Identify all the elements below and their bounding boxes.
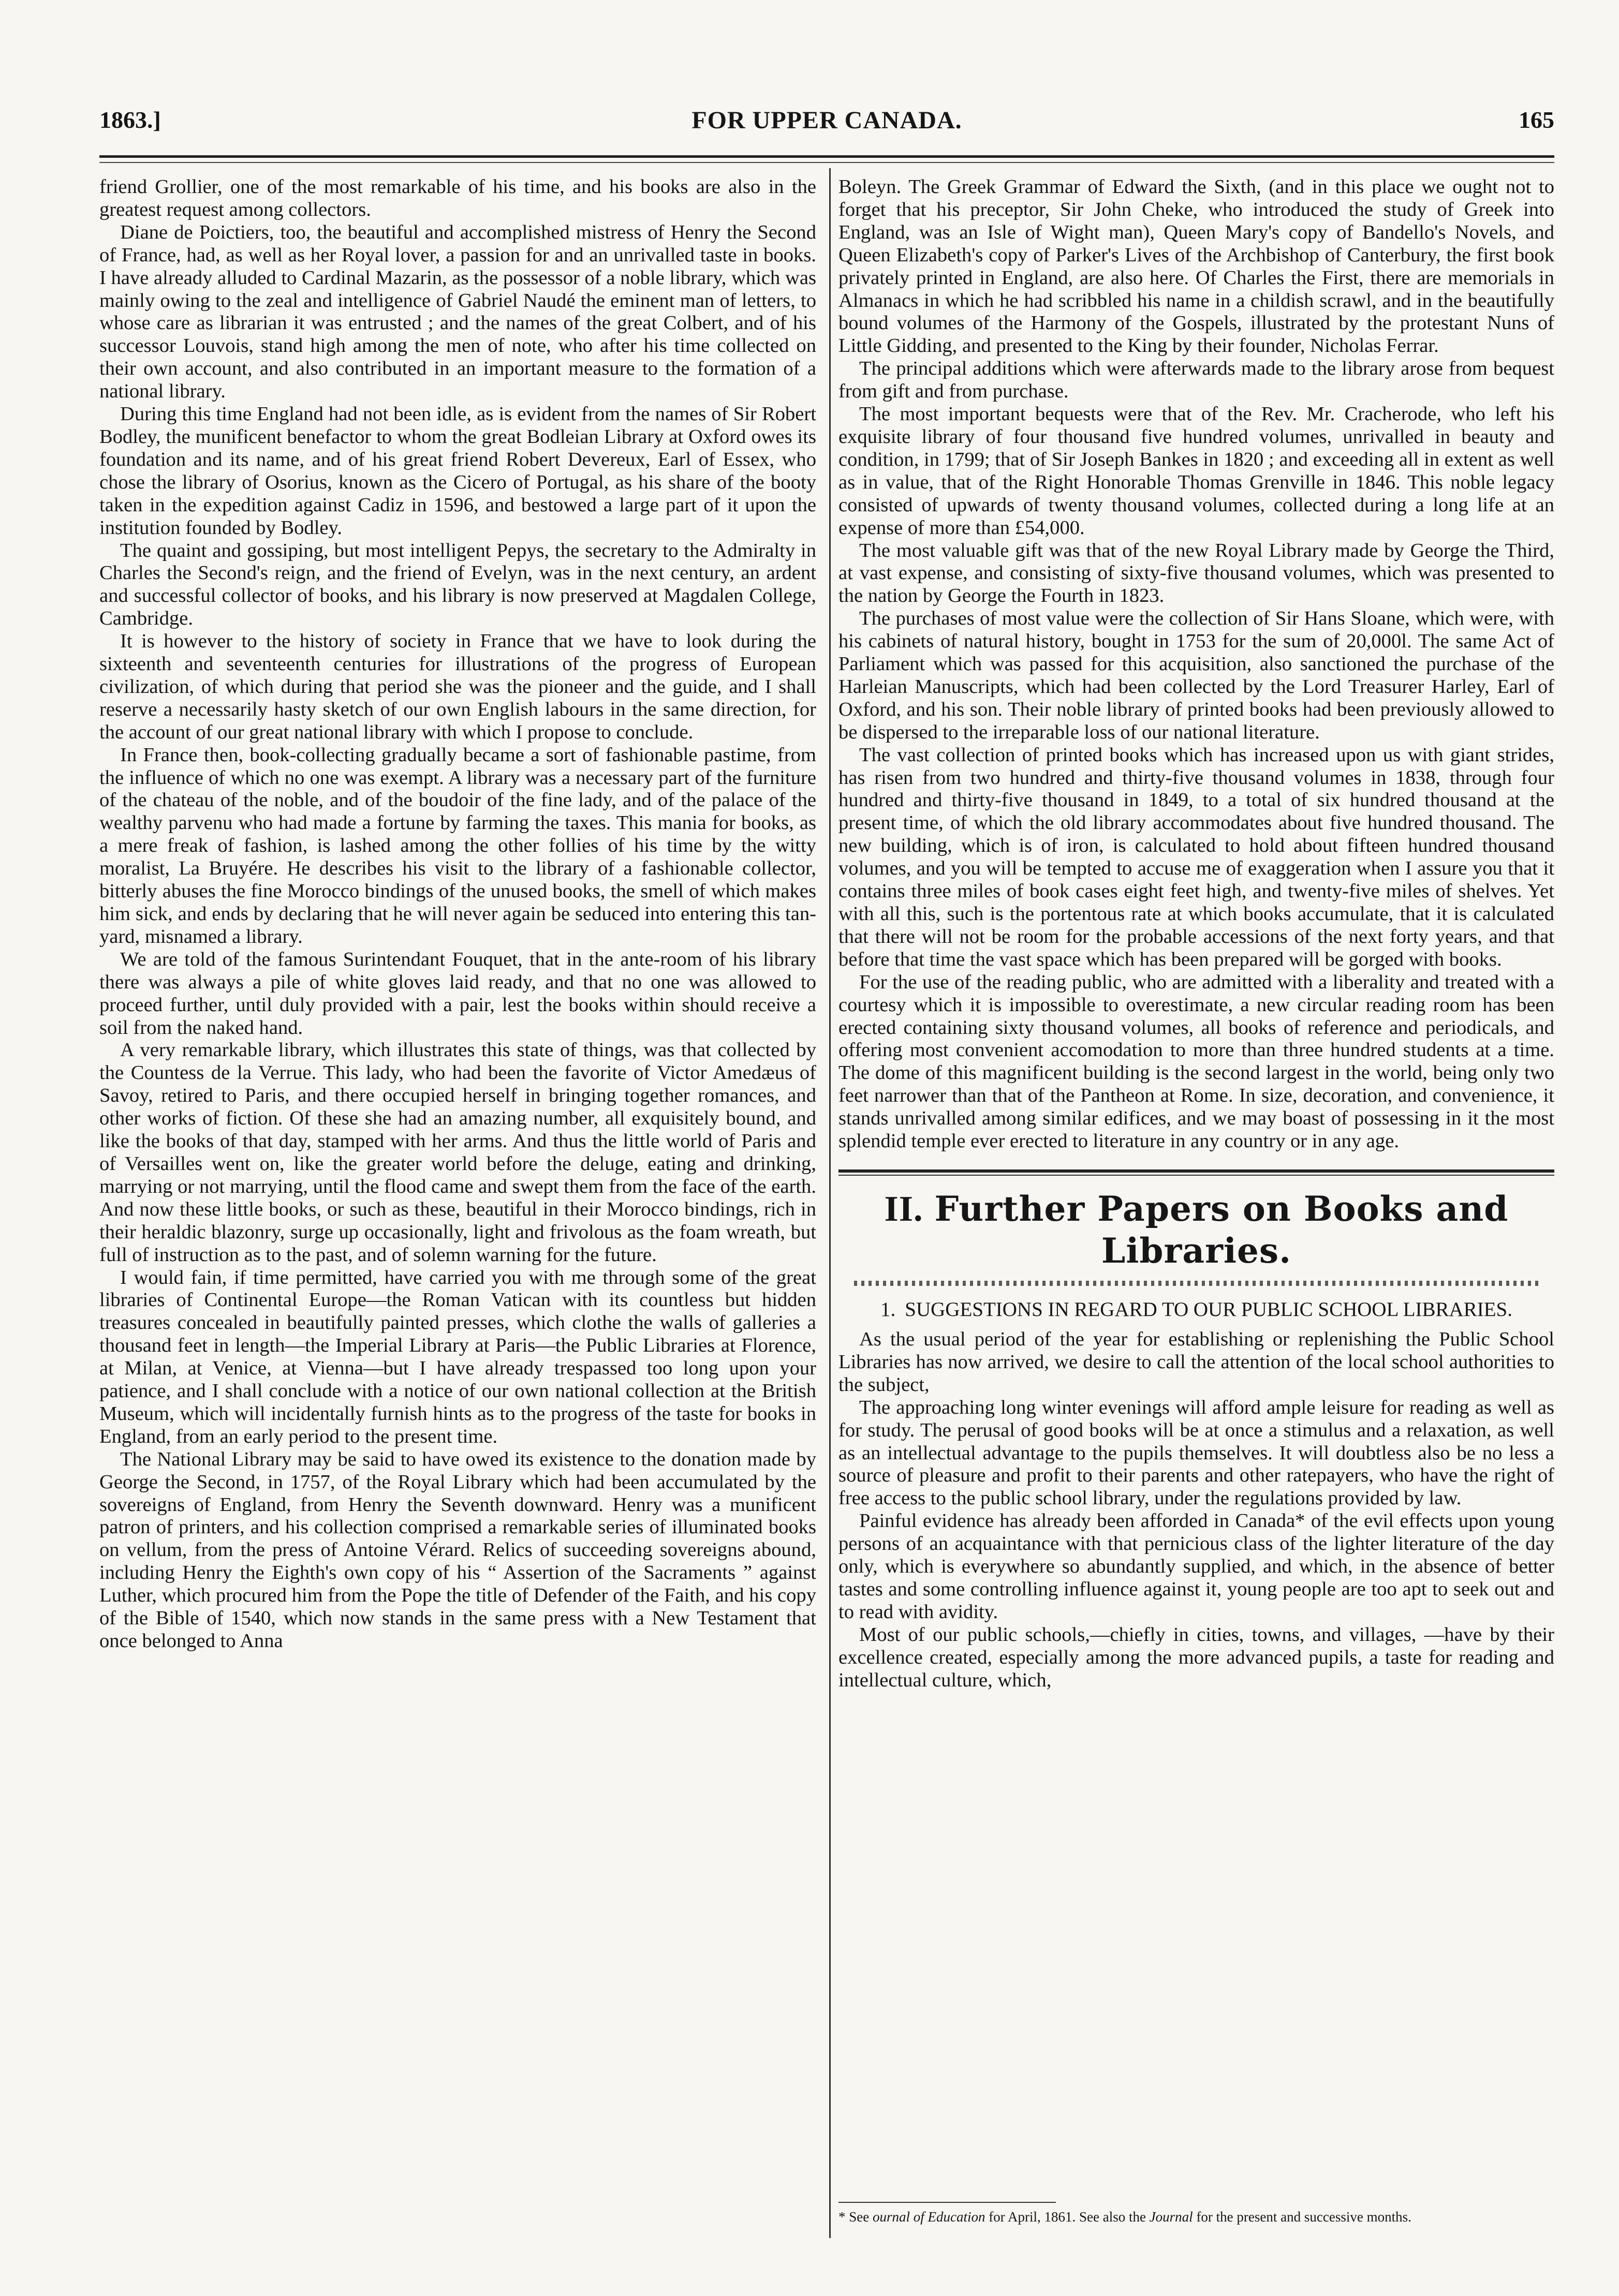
- ornamental-rule: [854, 1281, 1539, 1286]
- footnote-end: for the present and successive months.: [1196, 2209, 1411, 2225]
- footnote-journal: ournal of Education: [872, 2209, 985, 2225]
- paragraph: The most valuable gift was that of the new Royal Library made by George the Third, at vast expense, and consisting of sixty-five thousand volumes, which was presented to the nation by George the Fourth in 1823.: [838, 539, 1554, 607]
- subsection-title: SUGGESTIONS IN REGARD TO OUR PUBLIC SCHOOL LIBRARIES.: [905, 1298, 1512, 1321]
- paragraph: Diane de Poictiers, too, the beautiful and accomplished mistress of Henry the Second of France, had, as well as her Royal lover, a passion for and an unrivalled taste in books. I have already alluded to Cardinal Mazarin, as the possessor of a noble library, which was mainly owing to the zeal and intelligence of Gabriel Naudé the eminent man of letters, to whose care as librarian it was entrusted ; and the names of the great Colbert, and of his successor Louvois, stand high among the men of note, who after his time collected on their own account, and also contributed in an important measure to the formation of a national library.: [99, 221, 816, 403]
- section-rule-thin: [838, 1175, 1554, 1176]
- paragraph: The quaint and gossiping, but most intelligent Pepys, the secretary to the Admiralty in Charles the Second's reign, and the friend of Evelyn, was in the next century, an ardent and successful collector of books, and his library is now preserved at Magdalen College, Cambridge.: [99, 539, 816, 630]
- left-column: [99, 176, 816, 1653]
- section-rule: [838, 1169, 1554, 1173]
- column-divider: [829, 168, 831, 2238]
- paragraph: During this time England had not been idle, as is evident from the names of Sir Robert Bodley, the munificent benefactor to whom the great Bodleian Library at Oxford owes its foundation and its name, and of his great friend Robert Devereux, Earl of Essex, who chose the library of Osorius, known as the Cicero of Portugal, as his share of the booty taken in the expedition against Cadiz in 1596, and bestowed a large part of it upon the institution founded by Bodley.: [99, 403, 816, 539]
- section-title: Further Papers on Books and Libraries.: [934, 1188, 1509, 1271]
- section-numeral: II.: [884, 1189, 923, 1229]
- header-year: 1863.]: [99, 107, 161, 133]
- paragraph: As the usual period of the year for establishing or replenishing the Public School Libraries has now arrived, we desire to call the attention of the local school authorities to the subject,: [838, 1328, 1554, 1396]
- paragraph: A very remarkable library, which illustrates this state of things, was that collected by the Countess de la Verrue. This lady, who had been the favorite of Victor Amedæus of Savoy, retired to Paris, and there occupied herself in bringing together romances, and other works of fiction. Of these she had an amazing number, all exquisitely bound, and like the books of that day, stamped with her arms. And thus the little world of Paris and of Versailles went on, like the greater world before the deluge, eating and drinking, marrying or not marrying, until the flood came and swept them from the face of the earth. And now these little books, or such as these, beautiful in their Morocco bindings, rich in their heraldic blazonry, surge up occasionally, light and frivolous as the foam wreath, but full of instruction as to the past, and of solemn warning for the future.: [99, 1039, 816, 1266]
- paragraph: The vast collection of printed books which has increased upon us with giant strides, has risen from two hundred and thirty-five thousand volumes in 1838, through four hundred and thirty-five thousand in 1849, to a total of six hundred thousand at the present time, of which the old library accommodates about five hundred thousand. The new building, which is of iron, is calculated to hold about fifteen hundred thousand volumes, and you will be tempted to accuse me of exaggeration when I assure you that it contains three miles of book cases eight feet high, and twenty-five miles of shelves. Yet with all this, such is the portentous rate at which books accumulate, that it is calculated that there will not be room for the probable accessions of the next forty years, and that before that time the vast space which has been prepared will be gorged with books.: [838, 744, 1554, 970]
- footnote: [838, 2209, 1554, 2225]
- running-head: [99, 106, 1554, 137]
- paragraph: The purchases of most value were the collection of Sir Hans Sloane, which were, with his cabinets of natural history, bought in 1753 for the sum of 20,000l. The same Act of Parliament which was passed for this acquisition, also sanctioned the purchase of the Harleian Manuscripts, which had been collected by the Lord Treasurer Harley, Earl of Oxford, and his son. Their noble library of printed books had been previously allowed to be dispersed to the irreparable loss of our national literature.: [838, 608, 1554, 743]
- paragraph: For the use of the reading public, who are admitted with a liberality and treated with a courtesy which it is impossible to overestimate, a new circular reading room has been erected containing sixty thousand volumes, all books of reference and periodicals, and offering most convenient accomodation to more than three hundred students at a time. The dome of this magnificent building is the second largest in the world, being only two feet narrower than that of the Pantheon at Rome. In size, decoration, and convenience, it stands unrivalled among similar edifices, and we may boast of possessing in it the most splendid temple ever erected to literature in any country or in any age.: [838, 971, 1554, 1152]
- right-column-upper: [838, 176, 1554, 1153]
- paragraph: Boleyn. The Greek Grammar of Edward the Sixth, (and in this place we ought not to forget that his preceptor, Sir John Cheke, who introduced the study of Greek into England, was an Isle of Wight man), Queen Mary's copy of Bandello's Novels, and Queen Elizabeth's copy of Parker's Lives of the Archbishop of Canterbury, the first book privately printed in England, are also here. Of Charles the First, there are memorials in Almanacs in which he had scribbled his name in a childish scrawl, and in the beautifully bound volumes of the Harmony of the Gospels, illustrated by the protestant Nuns of Little Gidding, and presented to the King by their founder, Nicholas Ferrar.: [838, 176, 1554, 357]
- footnote-journal-2: Journal: [1149, 2209, 1193, 2225]
- page-number: 165: [1519, 107, 1554, 133]
- paragraph: It is however to the history of society in France that we have to look during the sixteenth and seventeenth centuries for illustrations of the progress of European civilization, of which during that period she was the pioneer and the guide, and I shall reserve a necessarily hasty sketch of our own English labours in the same direction, for the account of our great national library with which I propose to conclude.: [99, 630, 816, 743]
- paragraph: We are told of the famous Surintendant Fouquet, that in the ante-room of his library there was always a pile of white gloves laid ready, and that no one was allowed to proceed further, until duly provided with a pair, lest the books within should receive a soil from the naked hand.: [99, 948, 816, 1039]
- right-column-lower: [838, 1328, 1554, 1692]
- footnote-rule: [838, 2202, 1056, 2203]
- footnote-mid: for April, 1861. See also the: [989, 2209, 1146, 2225]
- header-rule-thin: [99, 162, 1554, 163]
- paragraph: In France then, book-collecting gradually became a sort of fashionable pastime, from the influence of which no one was exempt. A library was a necessary part of the furniture of the chateau of the noble, and of the boudoir of the fine lady, and of the palace of the wealthy parvenu who had made a fortune by farming the taxes. This mania for books, as a mere freak of fashion, is lashed among the other follies of his time by the witty moralist, La Bruyére. He describes his visit to the library of a fashionable collector, bitterly abuses the fine Morocco bindings of the unused books, the smell of which makes him sick, and ends by declaring that he will never again be seduced into entering this tan-yard, misnamed a library.: [99, 744, 816, 947]
- footnote-marker: * See: [838, 2209, 870, 2225]
- right-column: [838, 176, 1554, 1692]
- paragraph: The most important bequests were that of the Rev. Mr. Cracherode, who left his exquisite library of four thousand five hundred volumes, unrivalled in beauty and condition, in 1799; that of Sir Joseph Bankes in 1820 ; and exceeding all in extent as well as in value, that of the Right Honorable Thomas Grenville in 1846. This noble legacy consisted of upwards of twenty thousand volumes, collected during a long life at an expense of more than £54,000.: [838, 403, 1554, 539]
- paragraph: I would fain, if time permitted, have carried you with me through some of the great libraries of Continental Europe—the Roman Vatican with its countless but hidden treasures concealed in beautifully painted presses, which clothe the walls of galleries a thousand feet in length—the Imperial Library at Paris—the Public Libraries at Florence, at Milan, at Venice, at Vienna—but I have already trespassed too long upon your patience, and I shall conclude with a notice of our own national collection at the British Museum, which will incidentally furnish hints as to the progress of the taste for books in England, from an early period to the present time.: [99, 1266, 816, 1447]
- paragraph: Painful evidence has already been afforded in Canada* of the evil effects upon young persons of an acquaintance with that pernicious class of the lighter literature of the day only, which is everywhere so abundantly supplied, and which, in the absence of better tastes and some controlling influence against it, young people are too apt to seek out and to read with avidity.: [838, 1510, 1554, 1623]
- section-heading: [838, 1188, 1554, 1271]
- header-title: FOR UPPER CANADA.: [691, 107, 962, 134]
- paragraph: The principal additions which were afterwards made to the library arose from bequest from gift and from purchase.: [838, 358, 1554, 403]
- paragraph: friend Grollier, one of the most remarkable of his time, and his books are also in the greatest request among collectors.: [99, 176, 816, 220]
- paragraph: The National Library may be said to have owed its existence to the donation made by George the Second, in 1757, of the Royal Library which had been accumulated by the sovereigns of England, from Henry the Seventh downward. Henry was a munificent patron of printers, and his collection comprised a remarkable series of illuminated books on vellum, from the press of Antoine Vérard. Relics of succeeding sovereigns abound, including Henry the Eighth's own copy of his “ Assertion of the Sacraments ” against Luther, which procured him from the Pope the title of Defender of the Faith, and his copy of the Bible of 1540, which now stands in the same press with a New Testament that once belonged to Anna: [99, 1448, 816, 1652]
- subsection-heading: [859, 1298, 1534, 1321]
- paragraph: Most of our public schools,—chiefly in cities, towns, and villages, —have by their excellence created, especially among the more advanced pupils, a taste for reading and intellectual culture, which,: [838, 1623, 1554, 1691]
- subsection-number: 1.: [880, 1298, 896, 1321]
- header-rule: [99, 155, 1554, 158]
- paragraph: The approaching long winter evenings will afford ample leisure for reading as well as for study. The perusal of good books will be at once a stimulus and a relaxation, as well as an intellectual advantage to the pupils themselves. It will doubtless also be no less a source of pleasure and profit to their parents and other ratepayers, who have the right of free access to the public school library, under the regulations provided by law.: [838, 1396, 1554, 1509]
